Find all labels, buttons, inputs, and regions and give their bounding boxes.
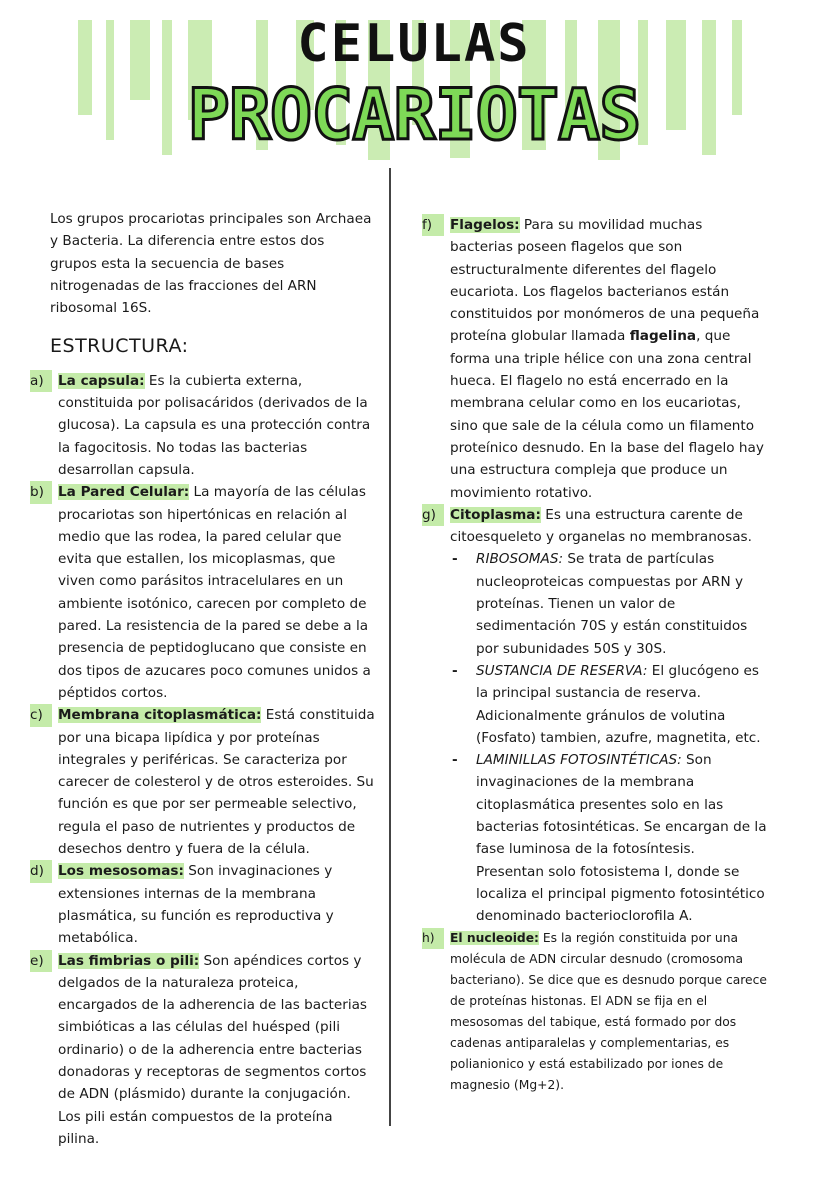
item-fimbrias	[30, 950, 375, 1151]
item-term: Citoplasma:	[450, 506, 541, 523]
item-keyword: flagelina	[629, 328, 697, 345]
item-citoplasma	[422, 504, 767, 549]
left-column	[30, 208, 375, 1150]
bullet-dash: -	[452, 662, 458, 679]
item-text: , que forma una triple hélice con una zona central hueca. El flagelo no está encerrado en la membrana celular como en los eucariotas, sino que sale de la célula como un filamento proteínico desnudo. En la base del flagelo hay una estructura compleja que produce un movimiento rotativo.	[450, 328, 764, 501]
item-text: Es una estructura carente de citoesqueleto y organelas no membranosas.	[450, 506, 752, 546]
item-label: e)	[30, 950, 52, 972]
subitem-term: RIBOSOMAS:	[476, 551, 564, 568]
item-term: La capsula:	[58, 372, 145, 389]
right-column	[422, 214, 767, 1096]
item-capsula	[30, 370, 375, 481]
item-membrana	[30, 704, 375, 860]
subitem-sustancia-reserva	[422, 660, 767, 749]
page-subtitle: PROCARIOTAS	[187, 74, 641, 156]
item-term: Las fimbrias o pili:	[58, 952, 200, 969]
subitem-text: Son invaginaciones de la membrana citoplasmática presentes solo en las bacterias fotosintéticas. Se encargan de la fase luminosa de la fotosíntesis. Presentan solo fotosistema I, donde se localiza el principal pigmento fotosintético denominado bacterioclorofila A.	[476, 752, 767, 925]
subitem-term: SUSTANCIA DE RESERVA:	[476, 662, 648, 679]
subitem-term: LAMINILLAS FOTOSINTÉTICAS:	[476, 752, 682, 769]
item-label: b)	[30, 481, 52, 503]
item-term: Los mesosomas:	[58, 863, 184, 880]
item-nucleoide	[422, 928, 767, 1096]
item-label: d)	[30, 860, 52, 882]
item-flagelos	[422, 214, 767, 504]
item-label: f)	[422, 214, 444, 236]
bullet-dash: -	[452, 752, 458, 769]
item-text: Son invaginaciones y extensiones internas de la membrana plasmática, su función es reproductiva y metabólica.	[58, 863, 334, 947]
item-mesosomas	[30, 860, 375, 949]
item-text: Para su movilidad muchas bacterias poseen flagelos que son estructuralmente diferentes del flagelo eucariota. Los flagelos bacterianos están constituidos por monómeros de una pequeña proteína globular llamada	[450, 217, 760, 345]
subitem-laminillas	[422, 749, 767, 927]
item-term: Flagelos:	[450, 217, 520, 233]
item-term: El nucleoide:	[450, 930, 539, 945]
subitem-text: El glucógeno es la principal sustancia de reserva. Adicionalmente gránulos de volutina (Fosfato) tambien, azufre, magnetita, etc.	[476, 662, 761, 746]
subitem-ribosomas	[422, 548, 767, 659]
item-text: Son apéndices cortos y delgados de la naturaleza proteica, encargados de la adherencia de las bacterias simbióticas a las células del huésped (pili ordinario) o de la adherencia entre bacterias donadoras y receptoras de segmentos cortos de ADN (plásmido) durante la conjugación. Los pili están compuestos de la proteína pilina.	[58, 952, 368, 1147]
item-term: Membrana citoplasmática:	[58, 707, 262, 724]
item-label: a)	[30, 370, 52, 392]
page-title: CELULAS	[297, 14, 531, 74]
item-text: La mayoría de las células procariotas son hipertónicas en relación al medio que las rodea, la pared celular que evita que estallen, los micoplasmas, que viven como parásitos intracelulares en un ambiente isotónico, carecen por completo de pared. La resistencia de la pared se debe a la presencia de peptidoglucano que consiste en dos tipos de azucares poco comunes unidos a péptidos cortos.	[58, 484, 371, 701]
intro-paragraph: Los grupos procariotas principales son Archaea y Bacteria. La diferencia entre estos dos grupos esta la secuencia de bases nitrogenadas de las fracciones del ARN ribosomal 16S.	[50, 211, 372, 317]
item-label: g)	[422, 504, 444, 526]
item-text: Es la cubierta externa, constituida por polisacáridos (derivados de la glucosa). La capsula es una protección contra la fagocitosis. No todas las bacterias desarrollan capsula.	[58, 372, 371, 478]
item-text: Es la región constituida por una molécula de ADN circular desnudo (cromosoma bacteriano). Se dice que es desnudo porque carece de proteínas histonas. El ADN se fija en el mesosomas del tabique, está formado por dos cadenas antiparalelas y complementarias, es polianionico y está estabilizado por iones de magnesio (Mg+2).	[450, 930, 767, 1092]
item-label: h)	[422, 928, 444, 949]
item-term: La Pared Celular:	[58, 484, 190, 501]
bullet-dash: -	[452, 551, 458, 568]
item-label: c)	[30, 704, 52, 726]
section-heading: ESTRUCTURA:	[50, 335, 189, 358]
column-divider	[389, 168, 391, 1126]
subitem-text: Se trata de partículas nucleoproteicas compuestas por ARN y proteínas. Tienen un valor de sedimentación 70S y están constituidos por subunidades 50S y 30S.	[476, 551, 748, 657]
item-pared-celular	[30, 481, 375, 704]
item-text: Está constituida por una bicapa lipídica y por proteínas integrales y periféricas. Se caracteriza por carecer de colesterol y de otros esteroides. Su función es que por ser permeable selectivo, regula el paso de nutrientes y productos de desechos dentro y fuera de la célula.	[58, 707, 375, 858]
